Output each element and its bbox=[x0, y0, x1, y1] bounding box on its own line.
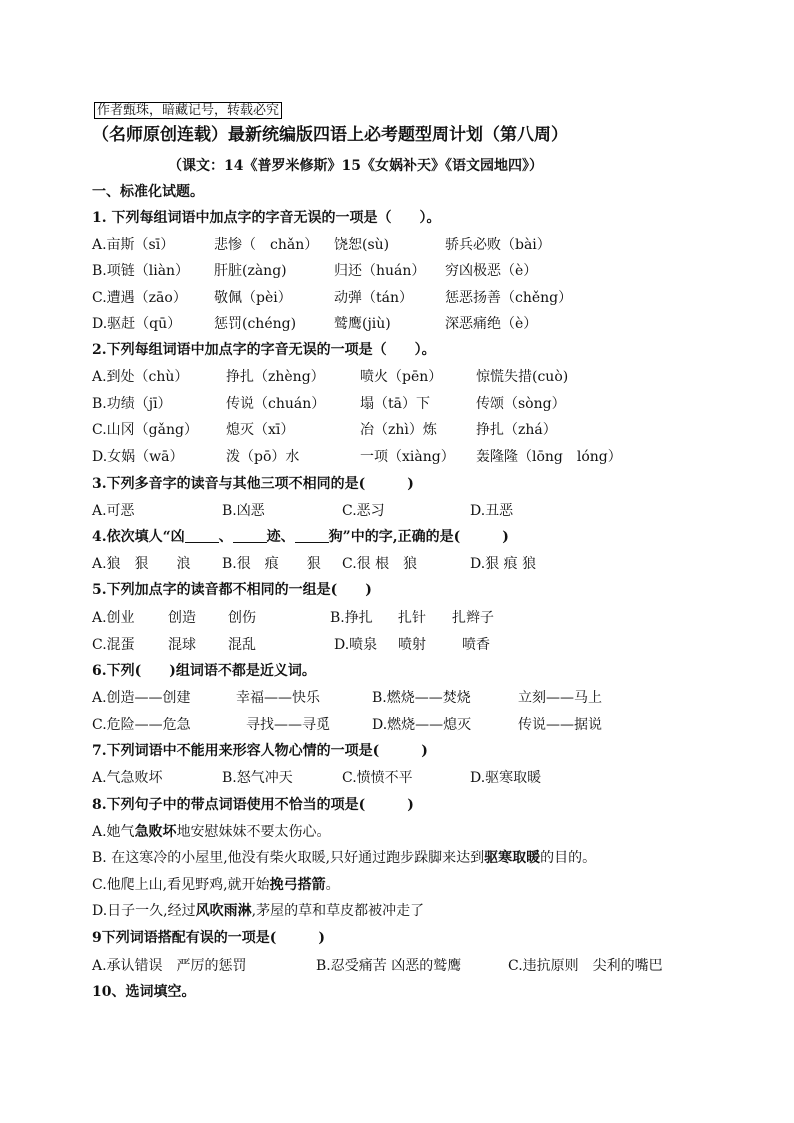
q4-option: C.很 根 狼 bbox=[342, 556, 418, 572]
blank-line bbox=[233, 528, 267, 543]
q2-option: 熄灭（xī） bbox=[226, 422, 295, 438]
q6-option: 立刻——马上 bbox=[518, 690, 602, 706]
emphasized-phrase: 风吹雨淋 bbox=[195, 903, 252, 919]
q2-option: 喷火（pēn） bbox=[360, 369, 443, 385]
emphasized-phrase: 急败坏 bbox=[134, 824, 177, 840]
q1-option: B.项链（liàn） bbox=[92, 263, 190, 279]
emphasized-phrase: 挽弓搭箭 bbox=[269, 877, 326, 893]
q7-option: B.怒气冲天 bbox=[222, 770, 293, 786]
q3-option: A.可恶 bbox=[92, 503, 135, 519]
q2-option: 塌（tā）下 bbox=[360, 396, 430, 412]
question-6-stem: 6.下列( )组词语不都是近义词。 bbox=[92, 663, 316, 679]
q6-option: 传说——据说 bbox=[518, 717, 602, 733]
q1-option: 骄兵必败（bài） bbox=[445, 237, 551, 253]
q3-option: B.凶恶 bbox=[222, 503, 265, 519]
q6-option: B.燃烧——焚烧 bbox=[372, 690, 471, 706]
q2-option: 惊慌失措(cuò) bbox=[476, 369, 569, 385]
q9-option: A.承认错误 严厉的惩罚 bbox=[92, 958, 247, 974]
q1-option: 肝脏(zàng) bbox=[214, 263, 287, 279]
question-4-stem: 4.依次填人“凶 、 迹、 狗”中的字,正确的是( ) bbox=[92, 529, 509, 545]
q5-option: 扎辫子 bbox=[452, 610, 494, 626]
q2-option: C.山冈（gǎng） bbox=[92, 422, 198, 438]
page-title: （名师原创连载）最新统编版四语上必考题型周计划（第八周） bbox=[92, 125, 568, 145]
q1-option: 悲惨（ chǎn） bbox=[214, 237, 319, 253]
question-9-stem: 9下列词语搭配有误的一项是( ) bbox=[92, 930, 325, 946]
section-heading: 一、标准化试题。 bbox=[92, 184, 204, 200]
q1-option: 穷凶极恶（è） bbox=[445, 263, 538, 279]
q4-option: D.狠 痕 狼 bbox=[470, 556, 537, 572]
q2-option: B.功绩（jī） bbox=[92, 396, 172, 412]
q2-option: D.女娲（wā） bbox=[92, 449, 184, 465]
q5-option: 喷香 bbox=[462, 637, 490, 653]
q2-option: 一项（xiàng） bbox=[360, 449, 455, 465]
blank-line bbox=[295, 528, 329, 543]
q2-option: 挣扎（zhèng） bbox=[226, 369, 325, 385]
q5-option: 扎针 bbox=[398, 610, 426, 626]
q1-option: 饶恕(sù) bbox=[334, 237, 390, 253]
blank-line bbox=[185, 528, 219, 543]
q2-option: A.到处（chù） bbox=[92, 369, 189, 385]
q1-option: 动弹（tán） bbox=[334, 290, 413, 306]
copyright-notice bbox=[94, 101, 282, 119]
q8-option-a: A.她气急败坏地安慰妹妹不要太伤心。 bbox=[92, 824, 331, 840]
q6-option: 幸福——快乐 bbox=[236, 690, 320, 706]
q1-option: 归还（huán） bbox=[334, 263, 426, 279]
q1-option: A.亩斯（sī） bbox=[92, 237, 175, 253]
q2-option: 轰隆隆（lōng lóng） bbox=[476, 449, 622, 465]
q9-option: C.违抗原则 尖利的嘴巴 bbox=[508, 958, 663, 974]
q7-option: A.气急败坏 bbox=[92, 770, 163, 786]
q1-option: 深恶痛绝（è） bbox=[445, 316, 538, 332]
page-subtitle: （课文：14《普罗米修斯》15《女娲补天》《语文园地四》） bbox=[168, 158, 543, 174]
question-7-stem: 7.下列词语中不能用来形容人物心情的一项是( ) bbox=[92, 743, 428, 759]
question-1-stem: 1. 下列每组词语中加点字的字音无误的一项是（ ）。 bbox=[92, 210, 441, 226]
q7-option: D.驱寒取暖 bbox=[470, 770, 542, 786]
q6-option: C.危险——危急 bbox=[92, 717, 191, 733]
question-8-stem: 8.下列句子中的带点词语使用不恰当的项是( ) bbox=[92, 797, 414, 813]
q5-option: 喷射 bbox=[398, 637, 426, 653]
q6-option: 寻找——寻觅 bbox=[246, 717, 330, 733]
question-10-stem: 10、选词填空。 bbox=[92, 984, 196, 1000]
q4-option: A.狼 狠 浪 bbox=[92, 556, 191, 572]
q5-option: D.喷泉 bbox=[334, 637, 378, 653]
question-3-stem: 3.下列多音字的读音与其他三项不相同的是( ) bbox=[92, 476, 414, 492]
q4-option: B.很 痕 狠 bbox=[222, 556, 321, 572]
q2-option: 传颂（sòng） bbox=[476, 396, 566, 412]
q5-option: 创伤 bbox=[228, 610, 256, 626]
q8-option-c: C.他爬上山,看见野鸡,就开始挽弓搭箭。 bbox=[92, 877, 340, 893]
q2-option: 冶（zhì）炼 bbox=[360, 422, 437, 438]
question-2-stem: 2.下列每组词语中加点字的字音无误的一项是（ ）。 bbox=[92, 342, 436, 358]
q3-option: D.丑恶 bbox=[470, 503, 514, 519]
q2-option: 传说（chuán） bbox=[226, 396, 326, 412]
q1-option: 惩恶扬善（chěng） bbox=[445, 290, 573, 306]
q6-option: D.燃烧——熄灭 bbox=[372, 717, 472, 733]
q5-option: 混乱 bbox=[228, 637, 256, 653]
q7-option: C.愤愤不平 bbox=[342, 770, 413, 786]
q5-option: C.混蛋 bbox=[92, 637, 135, 653]
q5-option: 混球 bbox=[168, 637, 196, 653]
q8-option-b: B. 在这寒冷的小屋里,他没有柴火取暖,只好通过跑步跺脚来达到驱寒取暖的目的。 bbox=[92, 850, 597, 866]
emphasized-phrase: 驱寒取暖 bbox=[484, 850, 541, 866]
q6-option: A.创造——创建 bbox=[92, 690, 191, 706]
q1-option: 鹫鹰(jiù) bbox=[334, 316, 391, 332]
q5-option: 创造 bbox=[168, 610, 196, 626]
q5-option: B.挣扎 bbox=[330, 610, 373, 626]
q1-option: 敬佩（pèi） bbox=[214, 290, 292, 306]
q2-option: 泼（pō）水 bbox=[226, 449, 300, 465]
q8-option-d: D.日子一久,经过风吹雨淋,茅屋的草和草皮都被冲走了 bbox=[92, 903, 425, 919]
notice-box: 作者甄珠，暗藏记号，转载必究 bbox=[94, 102, 282, 119]
q1-option: D.驱赶（qū） bbox=[92, 316, 182, 332]
q1-option: C.遭遇（zāo） bbox=[92, 290, 187, 306]
question-5-stem: 5.下列加点字的读音都不相同的一组是( ) bbox=[92, 582, 372, 598]
q9-option: B.忍受痛苦 凶恶的鹫鹰 bbox=[316, 958, 462, 974]
q5-option: A.创业 bbox=[92, 610, 135, 626]
q3-option: C.恶习 bbox=[342, 503, 385, 519]
q1-option: 惩罚(chéng) bbox=[214, 316, 297, 332]
q2-option: 挣扎（zhá） bbox=[476, 422, 557, 438]
